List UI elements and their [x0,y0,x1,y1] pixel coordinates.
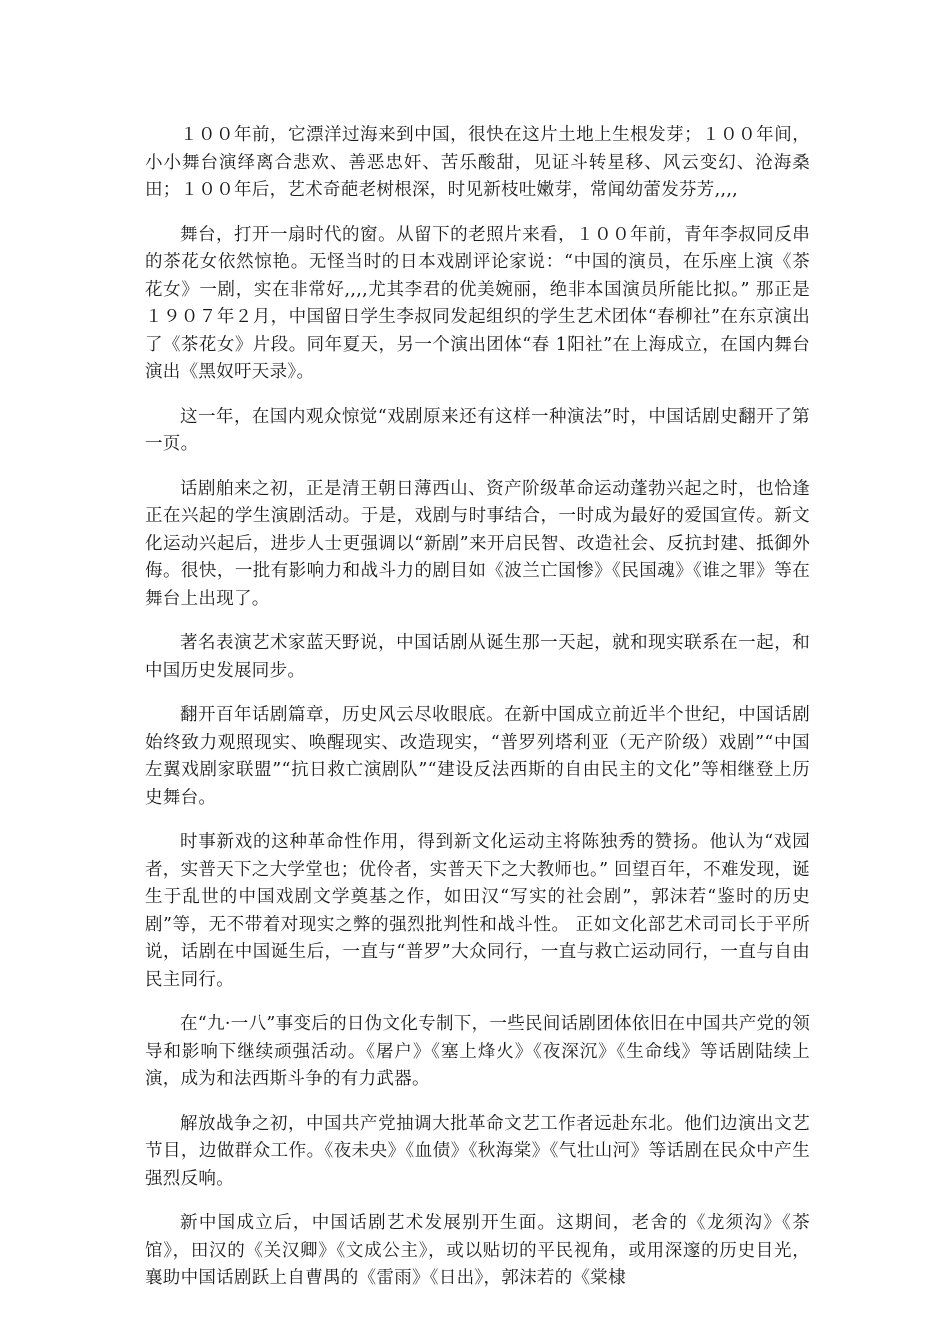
paragraph: 翻开百年话剧篇章，历史风云尽收眼底。在新中国成立前近半个世纪，中国话剧始终致力观照现实、唤醒现实、改造现实，“普罗列塔利亚（无产阶级）戏剧”“中国左翼戏剧家联盟”“抗日救亡演剧队”“建设反法西斯的自由民主的文化”等相继登上历史舞台。 [145,705,810,808]
paragraph: 话剧舶来之初，正是清王朝日薄西山、资产阶级革命运动蓬勃兴起之时，也恰逢正在兴起的学生演剧活动。于是，戏剧与时事结合，一时成为最好的爱国宣传。新文化运动兴起后，进步人士更强调以“新剧”来开启民智、改造社会、反抗封建、抵御外侮。很快，一批有影响力和战斗力的剧目如《波兰亡国惨》《民国魂》《谁之罪》等在舞台上出现了。 [145,478,810,609]
paragraph: 新中国成立后，中国话剧艺术发展别开生面。这期间，老舍的《龙须沟》《茶馆》，田汉的《关汉卿》《文成公主》，或以贴切的平民视角，或用深邃的历史目光，襄助中国话剧跃上自曹禺的《雷雨》《日出》，郭沫若的《棠棣 [145,1213,810,1288]
paragraph: 解放战争之初，中国共产党抽调大批革命文艺工作者远赴东北。他们边演出文艺节目，边做群众工作。《夜未央》《血债》《秋海棠》《气壮山河》等话剧在民众中产生强烈反响。 [145,1113,810,1189]
document-body [145,122,810,1310]
paragraph: 时事新戏的这种革命性作用，得到新文化运动主将陈独秀的赞扬。他认为“戏园者，实普天下之大学堂也；优伶者，实普天下之大教师也。” 回望百年，不难发现，诞生于乱世的中国戏剧文学奠基之作，如田汉“写实的社会剧”，郭沫若“鉴时的历史剧”等，无不带着对现实之弊的强烈批判性和战斗性。 正如文化部艺术司司长于平所说，话剧在中国诞生后，一直与“普罗”大众同行，一直与救亡运动同行，一直与自由民主同行。 [145,832,810,990]
paragraph: 舞台，打开一扇时代的窗。从留下的老照片来看，１００年前，青年李叔同反串的茶花女依然惊艳。无怪当时的日本戏剧评论家说：“中国的演员，在乐座上演《茶花女》一剧，实在非常好,,,,尤其李君的优美婉丽，绝非本国演员所能比拟。” 那正是１９０７年２月，中国留日学生李叔同发起组织的学生艺术团体“春柳社”在东京演出了《茶花女》片段。同年夏天，另一个演出团体“春 1阳社”在上海成立，在国内舞台演出《黑奴吁天录》。 [145,224,810,382]
paragraph: 著名表演艺术家蓝天野说，中国话剧从诞生那一天起，就和现实联系在一起，和中国历史发展同步。 [145,633,810,681]
paragraph: 在“九·一八”事变后的日伪文化专制下，一些民间话剧团体依旧在中国共产党的领导和影响下继续顽强活动。《屠户》《塞上烽火》《夜深沉》《生命线》等话剧陆续上演，成为和法西斯斗争的有力武器。 [145,1014,810,1089]
paragraph: １００年前，它漂洋过海来到中国，很快在这片土地上生根发芽；１００年间，小小舞台演绎离合悲欢、善恶忠奸、苦乐酸甜，见证斗转星移、风云变幻、沧海桑田；１００年后，艺术奇葩老树根深，时见新枝吐嫩芽，常闻幼蕾发芬芳,,,, [145,125,810,200]
paragraph: 这一年，在国内观众惊觉“戏剧原来还有这样一种演法”时，中国话剧史翻开了第一页。 [145,406,810,454]
